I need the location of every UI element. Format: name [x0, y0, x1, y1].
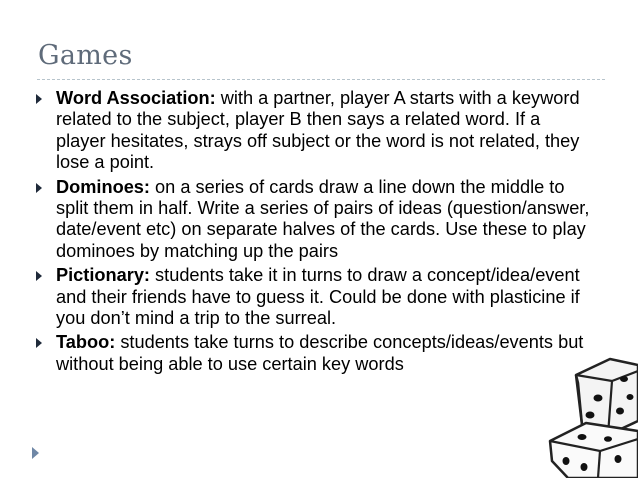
bullet-item-pictionary [0, 265, 638, 329]
title-divider [37, 79, 605, 80]
bullet-term: Taboo: [56, 332, 116, 353]
bullet-term: Pictionary: [56, 265, 150, 286]
triangle-bullet-icon [36, 94, 42, 104]
triangle-bullet-icon [36, 338, 42, 348]
bullet-text: students take turns to describe concepts/ideas/events but without being able to use certain key words [56, 332, 584, 374]
slide-title: Games [38, 40, 133, 71]
triangle-bullet-icon [36, 183, 42, 193]
bullet-list [0, 88, 638, 378]
bullet-text: on a series of cards draw a line down the middle to split them in half. Write a series of pairs of ideas (question/answer, date/event etc) on separate halves of the cards. Use these to play dominoes by matching up the pairs [56, 176, 590, 261]
bullet-item-word-association [0, 88, 638, 174]
bullet-term: Dominoes: [56, 176, 150, 197]
bullet-item-dominoes [0, 177, 638, 263]
bullet-text: with a partner, player A starts with a keyword related to the subject, player B then says a related word. If a player hesitates, strays off subject or the word is not related, they lose a point. [56, 88, 580, 173]
bullet-term: Word Association: [56, 88, 216, 108]
die-front [550, 423, 638, 478]
bullet-text: students take it in turns to draw a concept/idea/event and their friends have to guess it. Could be done with plasticine if you don’t mind a trip to the surreal. [56, 265, 580, 329]
triangle-bullet-icon [32, 447, 39, 459]
dice-icon [538, 353, 638, 478]
triangle-bullet-icon [36, 271, 42, 281]
